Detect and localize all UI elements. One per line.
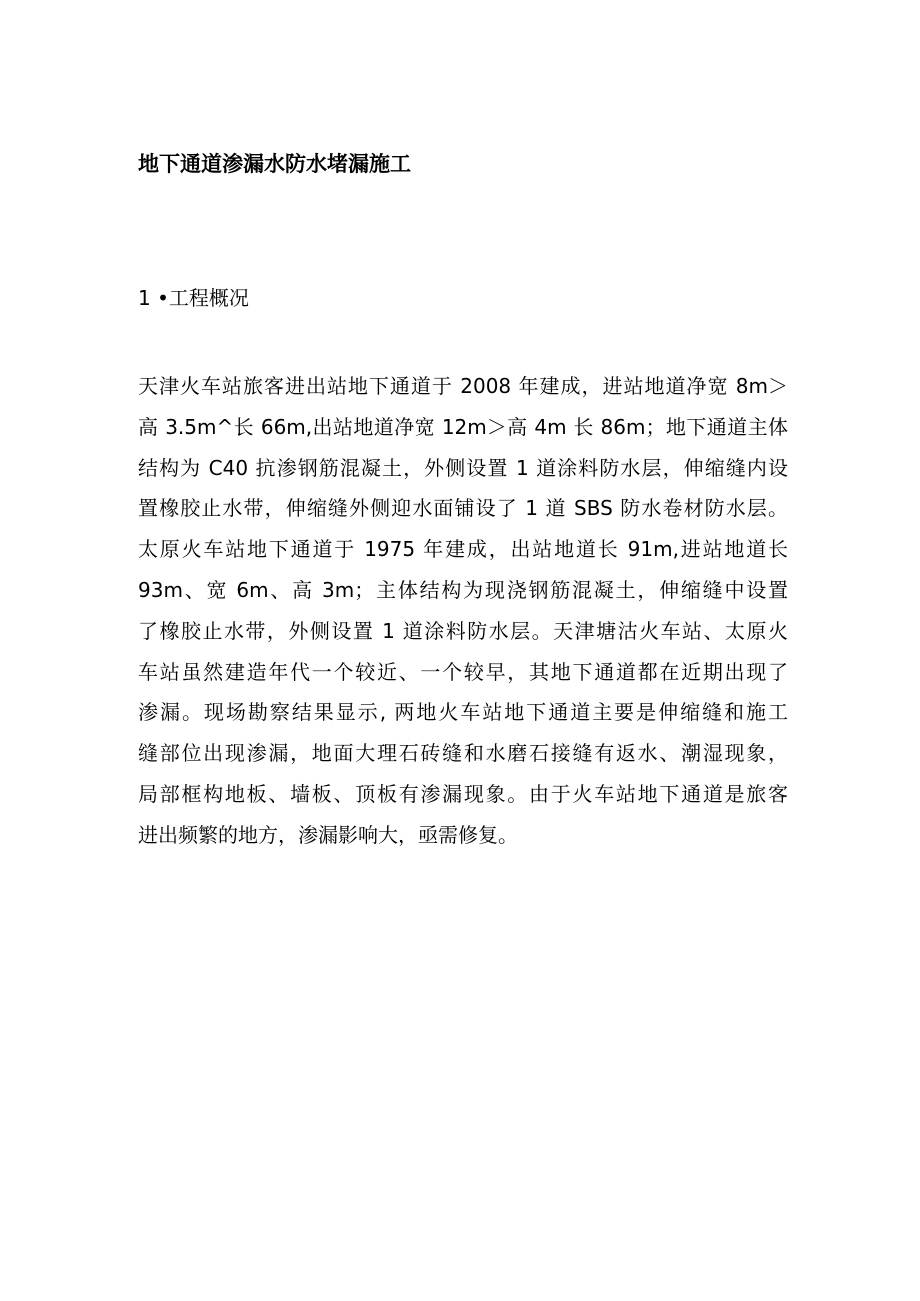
paragraph-line: 结构为 C40 抗渗钢筋混凝土，外侧设置 1 道涂料防水层，伸缩缝内设 <box>138 455 788 480</box>
body-paragraph <box>138 366 788 856</box>
paragraph-line: 车站虽然建造年代一个较近、一个较早，其地下通道都在近期出现了 <box>138 659 788 684</box>
paragraph-line: 局部框构地板、墙板、顶板有渗漏现象。由于火车站地下通道是旅客 <box>138 781 788 806</box>
paragraph-line: 太原火车站地下通道于 1975 年建成，出站地道长 91m,进站地道长 <box>138 537 788 562</box>
paragraph-line: 缝部位出现渗漏，地面大理石砖缝和水磨石接缝有返水、潮湿现象， <box>138 741 788 766</box>
paragraph-line: 置橡胶止水带，伸缩缝外侧迎水面铺设了 1 道 SBS 防水卷材防水层。 <box>138 496 788 521</box>
paragraph-line: 了橡胶止水带，外侧设置 1 道涂料防水层。天津塘沽火车站、太原火 <box>138 618 788 643</box>
paragraph-line: 渗漏。现场勘察结果显示, 两地火车站地下通道主要是伸缩缝和施工 <box>138 700 788 725</box>
paragraph-line: 进出频繁的地方，渗漏影响大，亟需修复。 <box>138 822 518 847</box>
document-title: 地下通道渗漏水防水堵漏施工 <box>138 152 411 176</box>
paragraph-line: 天津火车站旅客进出站地下通道于 2008 年建成，进站地道净宽 8m＞ <box>138 374 788 398</box>
paragraph-line: 93m、宽 6m、高 3m；主体结构为现浇钢筋混凝土，伸缩缝中设置 <box>138 577 788 602</box>
section-heading: 1 •工程概况 <box>138 286 249 310</box>
paragraph-line: 高 3.5m^长 66m,出站地道净宽 12m＞高 4m 长 86m；地下通道主体 <box>138 414 788 439</box>
